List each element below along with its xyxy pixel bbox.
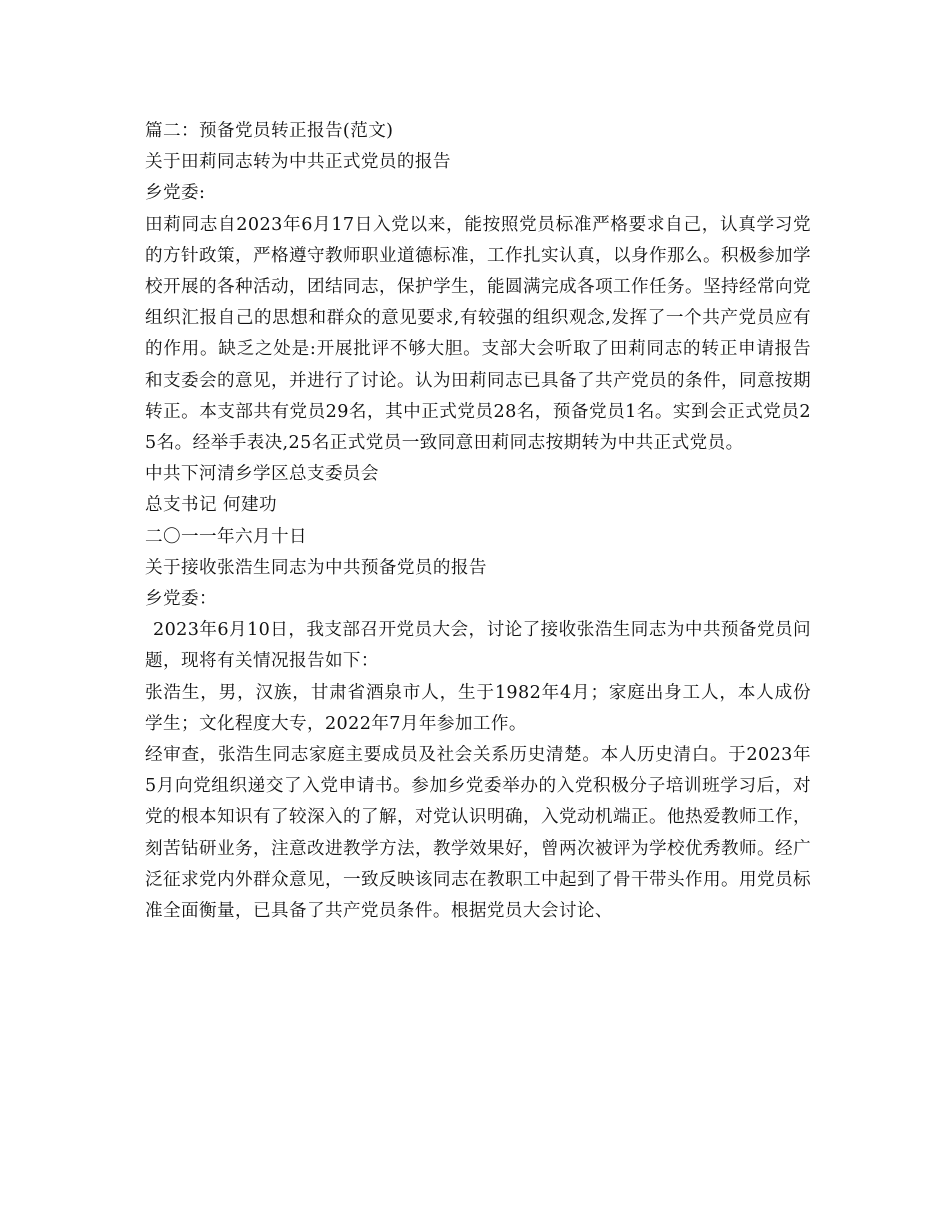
report-date: 二〇一一年六月十日 (145, 526, 307, 547)
applicant-review: 经审查，张浩生同志家庭主要成员及社会关系历史清楚。本人历史清白。于2023年5月向党组织递交了入党申请书。参加乡党委举办的入党积极分子培训班学习后，对党的根本知识有了较深入的了解，对党认识明确，入党动机端正。他热爱教师工作，刻苦钻研业务，注意改进教学方法，教学效果好，曾两次被评为学校优秀教师。经广泛征求党内外群众意见，一致反映该同志在教职工中起到了骨干带头作用。用党员标准全面衡量，已具备了共产党员条件。根据党员大会讨论、 (145, 745, 811, 922)
organization-signature: 中共下河清乡学区总支委员会 (145, 464, 379, 485)
report-title-2: 关于接收张浩生同志为中共预备党员的报告 (145, 557, 487, 578)
report-intro-2: 2023年6月10日，我支部召开党员大会，讨论了接收张浩生同志为中共预备党员问题，现将有关情况报告如下： (145, 620, 811, 672)
recipient-1: 乡党委: (145, 183, 206, 204)
secretary-signature: 总支书记 何建功 (145, 495, 277, 516)
report-body-1: 田莉同志自2023年6月17日入党以来，能按照党员标准严格要求自己，认真学习党的方针政策，严格遵守教师职业道德标准，工作扎实认真，以身作那么。积极参加学校开展的各种活动，团结同志，保护学生，能圆满完成各项工作任务。坚持经常向党组织汇报自己的思想和群众的意见要求,有较强的组织观念,发挥了一个共产党员应有的作用。缺乏之处是:开展批评不够大胆。支部大会听取了田莉同志的转正申请报告和支委会的意见，并进行了讨论。认为田莉同志已具备了共产党员的条件，同意按期转正。本支部共有党员29名，其中正式党员28名，预备党员1名。实到会正式党员25名。经举手表决,25名正式党员一致同意田莉同志按期转为中共正式党员。 (145, 214, 811, 454)
recipient-2: 乡党委： (145, 589, 217, 610)
report-title-1: 关于田莉同志转为中共正式党员的报告 (145, 152, 451, 173)
applicant-profile: 张浩生，男，汉族，甘肃省酒泉市人，生于1982年4月；家庭出身工人，本人成份学生；文化程度大专，2022年7月年参加工作。 (145, 682, 811, 734)
document-body (145, 116, 811, 927)
section-heading: 篇二：预备党员转正报告(范文) (145, 121, 394, 141)
